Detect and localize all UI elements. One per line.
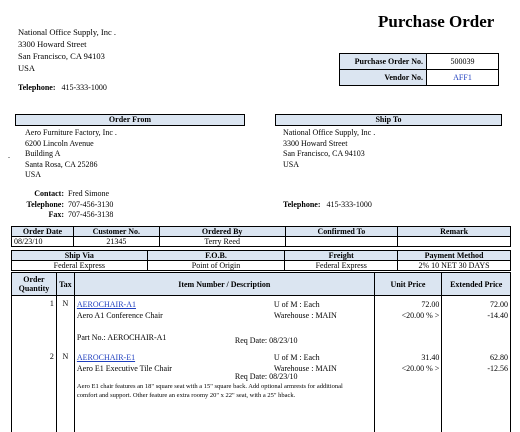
tax-header: Tax (56, 273, 74, 296)
ship-to-line: National Office Supply, Inc . (283, 128, 376, 137)
vendor-number-label: Vendor No. (340, 70, 427, 86)
order-from-address (25, 128, 117, 181)
order-from-line: Building A (25, 149, 61, 158)
po-number-label: Purchase Order No. (340, 54, 427, 70)
item-ext-discount: -14.40 (487, 311, 508, 320)
fob-value: Point of Origin (147, 261, 285, 271)
telephone-label: Telephone: (18, 83, 56, 92)
item-description-cell (74, 296, 374, 352)
item-ext-price: 72.00 (490, 300, 508, 309)
item-unit-price-cell (374, 352, 442, 432)
ship-to-telephone (283, 200, 372, 209)
ext-price-header: Extended Price (442, 273, 511, 296)
item-unit-price: 31.40 (421, 352, 440, 362)
stray-dot: . (8, 151, 10, 160)
confirmed-to-header: Confirmed To (285, 227, 398, 237)
vendor-telephone-label: Telephone: (26, 199, 64, 209)
company-telephone (18, 83, 107, 92)
order-from-line: Aero Furniture Factory, Inc . (25, 128, 117, 137)
fob-header: F.O.B. (147, 251, 285, 261)
table-row (12, 296, 511, 352)
company-country: USA (18, 63, 36, 73)
ship-via-header: Ship Via (12, 251, 148, 261)
company-address (18, 26, 116, 74)
order-date-header: Order Date (12, 227, 74, 237)
ship-to-line: 3300 Howard Street (283, 138, 348, 148)
item-ext-price-cell (442, 352, 511, 432)
item-unit-price: 72.00 (421, 300, 440, 309)
order-date-value: 08/23/10 (12, 237, 74, 247)
item-qty: 2 (12, 352, 57, 432)
shipping-info-table (11, 250, 511, 271)
ordered-by-header: Ordered By (159, 227, 285, 237)
item-ext-price: 62.80 (490, 352, 508, 362)
item-number-link[interactable]: AEROCHAIR-E1 (76, 352, 136, 362)
order-from-line: Santa Rosa, CA 25286 (25, 159, 98, 169)
item-qty: 1 (12, 296, 57, 352)
item-header: Item Number / Description (74, 273, 374, 296)
item-uom: U of M : Each (273, 300, 320, 309)
freight-header: Freight (285, 251, 398, 261)
company-city: San Francisco, CA 94103 (18, 51, 105, 61)
order-from-line: USA (25, 170, 42, 179)
item-req-date: Req Date: 08/23/10 (234, 371, 298, 381)
items-table (11, 272, 511, 432)
customer-no-value: 21345 (73, 237, 159, 247)
payment-method-header: Payment Method (398, 251, 511, 261)
document-title: Purchase Order (378, 12, 495, 31)
payment-method-value: 2% 10 NET 30 DAYS (398, 261, 511, 271)
vendor-contact (20, 189, 113, 221)
fax-value: 707-456-3138 (68, 210, 114, 220)
order-info-table (11, 226, 511, 247)
item-notes: Aero E1 chair features an 18" square seat with a 15" square back. Add optional armrests for additional comfort and support. Other feature an extra roomy 20" x 22" seat, with a 25" hback. (76, 382, 343, 399)
fax-label: Fax: (48, 210, 64, 220)
table-row (12, 352, 511, 432)
freight-value: Federal Express (285, 261, 398, 271)
ship-via-value: Federal Express (12, 261, 148, 271)
ship-to-line: San Francisco, CA 94103 (283, 149, 365, 158)
telephone-value: 415-333-1000 (61, 83, 107, 92)
po-info-box (339, 53, 499, 86)
customer-no-header: Customer No. (73, 227, 159, 237)
ship-to-address (283, 128, 375, 170)
ship-telephone-value: 415-333-1000 (326, 200, 372, 209)
ship-telephone-label: Telephone: (283, 200, 321, 209)
confirmed-to-value (285, 237, 398, 247)
item-tax: N (56, 352, 74, 432)
po-number-value: 500039 (427, 54, 499, 70)
item-part-no: Part No.: AEROCHAIR-A1 (76, 333, 167, 342)
order-from-line: 6200 Lincoln Avenue (25, 138, 94, 148)
item-description: Aero A1 Conference Chair (76, 311, 163, 320)
item-description: Aero E1 Executive Tile Chair (76, 363, 172, 373)
item-tax: N (56, 296, 74, 352)
item-uom: U of M : Each (273, 352, 320, 362)
item-number-link[interactable]: AEROCHAIR-A1 (76, 300, 136, 309)
item-discount: <20.00 % > (401, 363, 440, 373)
unit-price-header: Unit Price (374, 273, 442, 296)
qty-header: Order Quantity (12, 273, 57, 296)
contact-label: Contact: (34, 189, 64, 198)
item-description-cell (74, 352, 374, 432)
item-discount: <20.00 % > (401, 311, 440, 320)
vendor-telephone-value: 707-456-3130 (68, 199, 114, 209)
item-warehouse: Warehouse : MAIN (273, 363, 337, 373)
ordered-by-value: Terry Reed (159, 237, 285, 247)
contact-value: Fred Simone (68, 189, 110, 198)
item-warehouse: Warehouse : MAIN (273, 311, 337, 320)
vendor-number-value[interactable]: AFF1 (427, 70, 499, 86)
ship-to-header: Ship To (275, 114, 502, 126)
ship-to-line: USA (283, 159, 300, 169)
item-req-date: Req Date: 08/23/10 (234, 336, 298, 345)
item-unit-price-cell (374, 296, 442, 352)
remark-value (398, 237, 511, 247)
order-from-header: Order From (15, 114, 245, 126)
company-name: National Office Supply, Inc . (18, 27, 116, 37)
company-street: 3300 Howard Street (18, 39, 87, 49)
remark-header: Remark (398, 227, 511, 237)
item-ext-discount: -12.56 (487, 363, 508, 373)
item-ext-price-cell (442, 296, 511, 352)
